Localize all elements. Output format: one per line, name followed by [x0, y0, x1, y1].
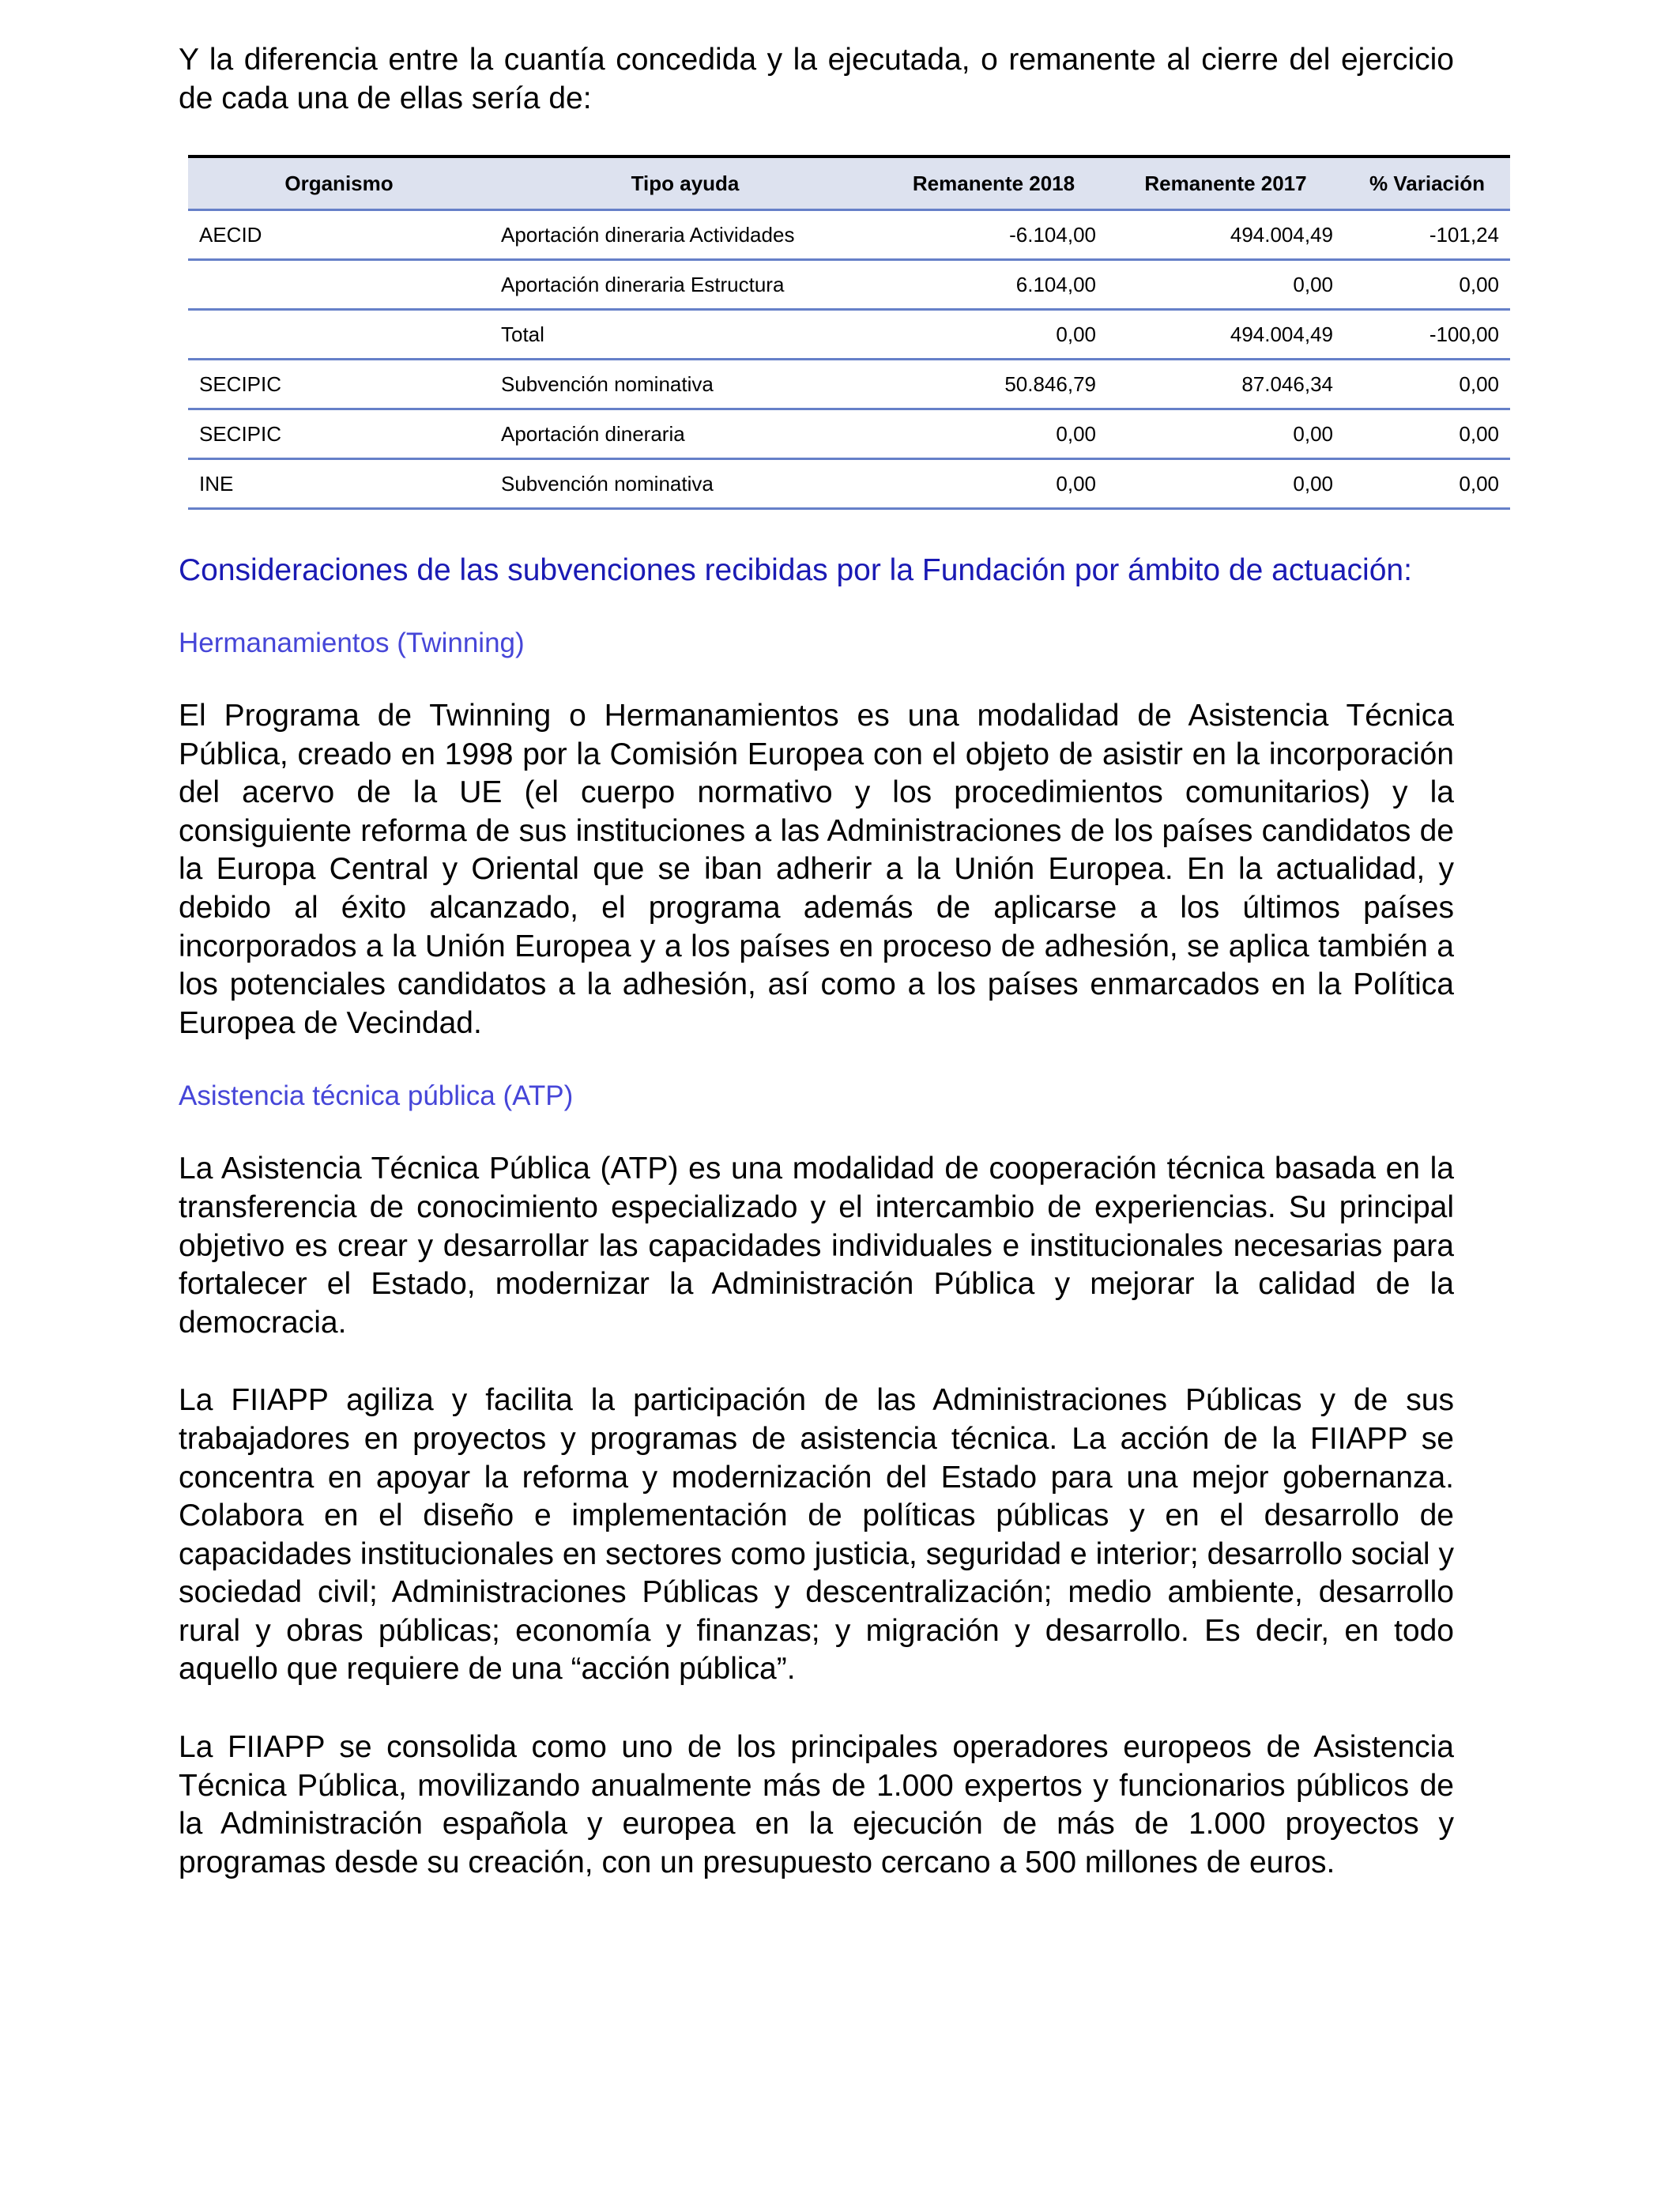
table-row	[188, 459, 1510, 509]
fiiapp-paragraph: La FIIAPP agiliza y facilita la participación de las Administraciones Públicas y de sus trabajadores en proyectos y programas de asistencia técnica. La acción de la FIIAPP se concentra en apoyar la reforma y modernización del Estado para una mejor gobernanza. Colabora en el diseño e implementación de políticas públicas y en el desarrollo de capacidades institucionales en sectores como justicia, seguridad e interior; desarrollo social y sociedad civil; Administraciones Públicas y descentralización; medio ambiente, desarrollo rural y obras públicas; economía y finanzas; y migración y desarrollo. Es decir, en todo aquello que requiere de una “acción pública”.	[179, 1383, 1454, 1687]
twinning-paragraph: El Programa de Twinning o Hermanamientos es una modalidad de Asistencia Técnica Pública, creado en 1998 por la Comisión Europea con el objeto de asistir en la incorporación del acervo de la UE (el cuerpo normativo y los procedimientos comunitarios) y la consiguiente reforma de sus instituciones a las Administraciones de los países candidatos de la Europa Central y Oriental que se iban adherir a la Unión Europea. En la actualidad, y debido al éxito alcanzado, el programa además de aplicarse a los últimos países incorporados a la Unión Europea y a los países en proceso de adhesión, se aplica también a los potenciales candidatos a la adhesión, así como a los países enmarcados en la Política Europea de Vecindad.	[179, 699, 1454, 1040]
cell-remanente-2017: 0,00	[1107, 409, 1344, 459]
cell-remanente-2018: 0,00	[880, 310, 1107, 360]
cell-variacion: 0,00	[1344, 260, 1510, 310]
table-row	[188, 310, 1510, 360]
header-variacion: % Variación	[1344, 156, 1510, 210]
cell-organismo: INE	[188, 459, 490, 509]
document-page	[179, 41, 1454, 118]
header-organismo: Organismo	[188, 156, 490, 210]
cell-tipo-ayuda: Subvención nominativa	[490, 360, 880, 409]
cell-tipo-ayuda: Total	[490, 310, 880, 360]
atp-paragraph: La Asistencia Técnica Pública (ATP) es una modalidad de cooperación técnica basada en la transferencia de conocimiento especializado y el intercambio de experiencias. Su principal objetivo es crear y desarrollar las capacidades individuales e institucionales necesarias para fortalecer el Estado, modernizar la Administración Pública y mejorar la calidad de la democracia.	[179, 1152, 1454, 1340]
cell-variacion: -101,24	[1344, 210, 1510, 260]
cell-variacion: 0,00	[1344, 360, 1510, 409]
header-remanente-2017: Remanente 2017	[1107, 156, 1344, 210]
cell-remanente-2017: 0,00	[1107, 260, 1344, 310]
cell-remanente-2018: 6.104,00	[880, 260, 1107, 310]
table-header-row	[188, 156, 1510, 210]
table-row	[188, 409, 1510, 459]
fiiapp-consolidation-paragraph: La FIIAPP se consolida como uno de los principales operadores europeos de Asistencia Técnica Pública, movilizando anualmente más de 1.000 expertos y funcionarios públicos de la Administración española y europea en la ejecución de más de 1.000 proyectos y programas desde su creación, con un presupuesto cercano a 500 millones de euros.	[179, 1730, 1454, 1879]
cell-remanente-2017: 0,00	[1107, 459, 1344, 509]
cell-tipo-ayuda: Aportación dineraria Estructura	[490, 260, 880, 310]
considerations-section	[179, 552, 1454, 1882]
cell-remanente-2017: 494.004,49	[1107, 310, 1344, 360]
cell-tipo-ayuda: Subvención nominativa	[490, 459, 880, 509]
table-row	[188, 210, 1510, 260]
cell-organismo	[188, 310, 490, 360]
cell-remanente-2018: 0,00	[880, 459, 1107, 509]
table-row	[188, 260, 1510, 310]
cell-variacion: 0,00	[1344, 409, 1510, 459]
header-tipo-ayuda: Tipo ayuda	[490, 156, 880, 210]
cell-remanente-2018: 0,00	[880, 409, 1107, 459]
cell-remanente-2018: -6.104,00	[880, 210, 1107, 260]
twinning-heading: Hermanamientos (Twinning)	[179, 628, 525, 658]
cell-remanente-2017: 87.046,34	[1107, 360, 1344, 409]
cell-organismo: AECID	[188, 210, 490, 260]
table-row	[188, 360, 1510, 409]
header-remanente-2018: Remanente 2018	[880, 156, 1107, 210]
cell-remanente-2018: 50.846,79	[880, 360, 1107, 409]
cell-organismo: SECIPIC	[188, 360, 490, 409]
cell-organismo	[188, 260, 490, 310]
cell-variacion: -100,00	[1344, 310, 1510, 360]
section-title: Consideraciones de las subvenciones recibidas por la Fundación por ámbito de actuación:	[179, 553, 1412, 587]
cell-organismo: SECIPIC	[188, 409, 490, 459]
cell-variacion: 0,00	[1344, 459, 1510, 509]
cell-tipo-ayuda: Aportación dineraria Actividades	[490, 210, 880, 260]
remanente-table	[188, 155, 1510, 510]
atp-heading: Asistencia técnica pública (ATP)	[179, 1080, 574, 1112]
intro-paragraph: Y la diferencia entre la cuantía concedida y la ejecutada, o remanente al cierre del ejercicio de cada una de ellas sería de:	[179, 43, 1454, 115]
cell-tipo-ayuda: Aportación dineraria	[490, 409, 880, 459]
cell-remanente-2017: 494.004,49	[1107, 210, 1344, 260]
